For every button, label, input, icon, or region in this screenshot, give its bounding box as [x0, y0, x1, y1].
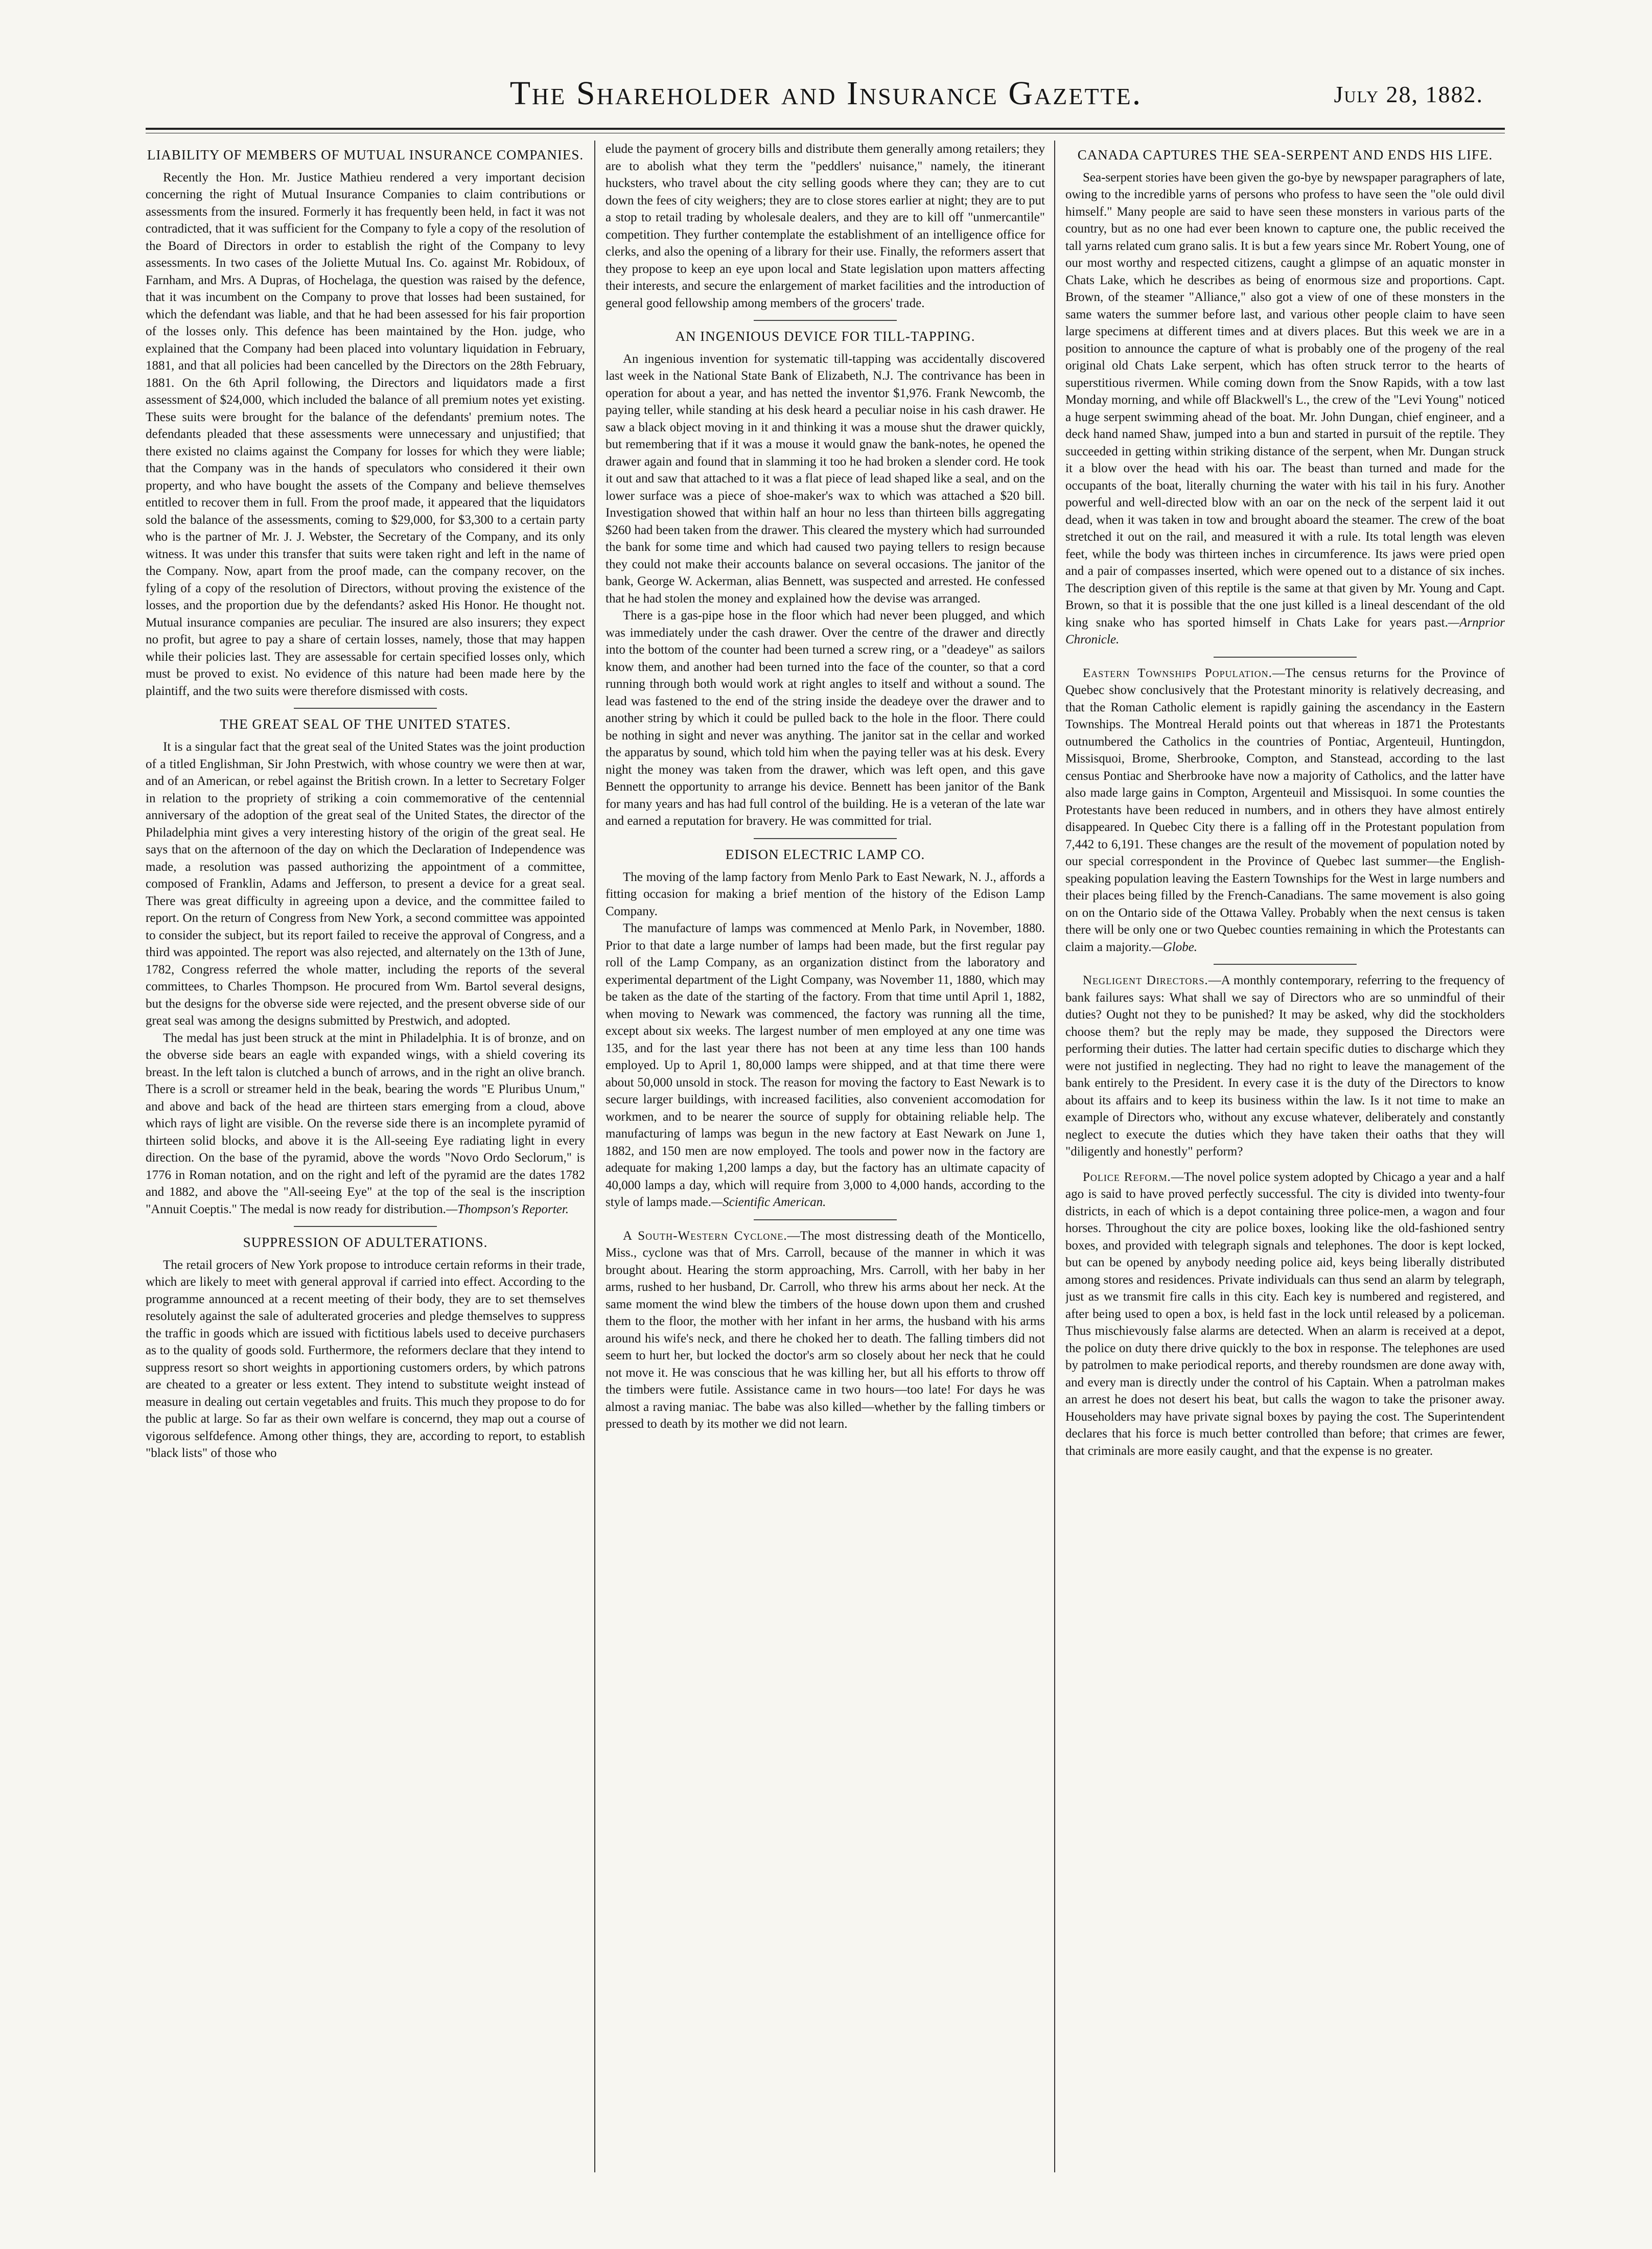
article-headline: SUPPRESSION OF ADULTERATIONS.	[243, 1235, 488, 1250]
column-2	[606, 141, 1045, 2162]
newspaper-title: The Shareholder and Insurance Gazette.	[509, 75, 1143, 112]
paragraph-lead: A South-Western Cyclone.	[623, 1228, 787, 1243]
column-1	[146, 141, 585, 2162]
article-paragraph: It is a singular fact that the great seal of the United States was the joint production of a titled Englishman, Sir John Prestwich, with whose country we were then at war, and of an American, or rebel against the British crown. In a letter to Secretary Folger in relation to the propriety of striking a coin commemorative of the centennial anniversary of the adoption of the great seal of the United States, the director of the Philadelphia mint gives a very interesting history of the origin of the great seal. He says that on the afternoon of the day on which the Declaration of Independence was made, a resolution was passed authorizing the appointment of a committee, composed of Franklin, Adams and Jefferson, to present a device for a great seal. There was great difficulty in agreeing upon a device, and the committee failed to report. On the return of Congress from New York, a second committee was appointed to consider the subject, but its report failed to receive the approval of Congress, and a third was appointed. The report was also rejected, and alternately on the 13th of June, 1782, Congress referred the whole matter, including the reports of the several committees, to Charles Thompson. He procured from Wm. Bartol several designs, but the designs for the obverse side were rejected, and the present obverse side of our great seal was among the designs submitted by Prestwich, and adopted.	[146, 740, 585, 1028]
article-mutual-insurance	[146, 147, 585, 700]
article-edison-lamp	[606, 846, 1045, 1211]
issue-date: July 28, 1882.	[1334, 81, 1483, 107]
column-divider	[1054, 141, 1055, 2172]
article-separator	[754, 320, 897, 321]
paragraph-text: The medal has just been struck at the mint in Philadelphia. It is of bronze, and on the obverse side bears an eagle with expanded wings, with a shield covering its breast. In the left talon is clutched a bunch of arrows, and in the right an olive branch. There is a scroll or streamer held in the beak, bearing the words "E Pluribus Unum," and above and back of the head are thirteen stars emerging from a cloud, above which rays of light are visible. On the reverse side there is an incomplete pyramid of thirteen solid blocks, and above it is the All-seeing Eye radiating light in every direction. On the base of the pyramid, above the words "Novo Ordo Seclorum," is 1776 in Roman notation, and on the right and left of the pyramid are the dates 1782 and 1882, and above the "All-seeing Eye" at the top of the seal is the inscription "Annuit Coeptis." The medal is now ready for distribution.	[146, 1031, 585, 1216]
article-headline: THE GREAT SEAL OF THE UNITED STATES.	[220, 716, 511, 732]
article-paragraph: The retail grocers of New York propose to introduce certain reforms in their trade, which are likely to meet with general approval if carried into effect. According to the programme announced at a recent meeting of their body, they are to set themselves resolutely against the sale of adulterated groceries and pledge themselves to suppress the traffic in goods which are issued with fictitious labels used to deceive purchasers as to the quality of goods sold. Furthermore, the reformers declare that they intend to suppress resort so short weights in apportioning customers orders, by which patrons are cheated to a greater or less extent. They intend to substitute weight instead of measure in dealing out certain vegetables and fruits. This much they propose to do for the public at large. So far as their own welfare is concernd, they map out a course of vigorous selfdefence. Among other things, they are, according to report, to establish "black lists" of those who	[146, 1258, 585, 1460]
article-sea-serpent	[1065, 147, 1505, 648]
article-paragraph	[1065, 1169, 1505, 1460]
article-police-reform	[1065, 1169, 1505, 1460]
article-separator	[754, 838, 897, 839]
paragraph-lead: Police Reform.	[1083, 1170, 1171, 1184]
masthead-rule-thick	[146, 128, 1505, 130]
paragraph-text: —A monthly contemporary, referring to the frequency of bank failures says: What shall we say of Directors who are so unmindful of their duties? Ought not they to be punished? It may be asked, why did the stockholders choose them? but the reply may be made, they supposed the Directors were performing their duties. The latter had certain specific duties to discharge which they were not justified in neglecting. They had no right to leave the management of the bank entirely to the President. In every case it is the duty of the Directors to know about its affairs and to keep its business within the law. Is it not time to make an example of Directors who, without any excuse whatever, deliberately and constantly neglect to execute the duties which they have taken their oaths that they will "diligently and honestly" perform?	[1065, 973, 1505, 1159]
article-paragraph	[1065, 169, 1505, 648]
article-till-tapping	[606, 328, 1045, 830]
article-great-seal	[146, 716, 585, 1218]
article-paragraph	[1065, 665, 1505, 956]
article-adulterations-continued	[606, 141, 1045, 312]
article-cyclone	[606, 1227, 1045, 1433]
column-divider	[594, 141, 595, 2172]
article-separator	[294, 1226, 437, 1227]
paragraph-text: Sea-serpent stories have been given the go-bye by newspaper paragraphers of late, owing to the incredible yarns of persons who profess to have seen the "ole ould divil himself." Many people are said to have seen these monsters in various parts of the country, but as no one had ever been known to capture one, the public received the tall yarns related cum grano salis. It is but a few years since Mr. Robert Young, one of our most worthy and respected citizens, caught a glimpse of an aquatic monster in Chats Lake, which he describes as being of enormous size and proportions. Capt. Brown, of the steamer "Alliance," also got a view of one of these monsters in the same waters the summer before last, and various other people claim to have seen large specimens at different times and at divers places. But this week we are in a position to announce the capture of what is probably one of the progeny of the real original old Chats Lake serpent, which has often struck terror to the hearts of superstitious rivermen. While coming down from the Snow Rapids, with a tow last Monday morning, and while off Blackwell's L., the crew of the "Levi Young" noticed a huge serpent swimming ahead of the boat. Mr. John Dungan, chief engineer, and a deck hand named Shaw, jumped into a bun and started in pursuit of the reptile. They succeeded in getting within striking distance of the serpent, when Mr. Dungan struck it a blow over the head with his oar. The beast than turned and made for the occupants of the boat, literally churning the water with his tail in his fury. Another powerful and well-directed blow with an oar on the neck of the serpent laid it out dead, when it was taken in tow and brought aboard the steamer. The crew of the boat stretched it out on the rail, and measured it with a rule. Its total length was eleven feet, while the body was thirteen inches in circumference. Its jaws were pried open and a pair of compasses inserted, which were opened out to a distance of six inches. The description given of this reptile is the same at that given by Mr. Young and Capt. Brown, so that it is possible that the one just killed is a lineal descendant of the old king snake who has sported himself in Chats Lake for years past.	[1065, 170, 1505, 630]
article-attribution: —Globe.	[1151, 940, 1198, 954]
article-adulterations	[146, 1234, 585, 1462]
article-separator	[1214, 964, 1357, 965]
paragraph-text: —The census returns for the Province of Quebec show conclusively that the Protestant minority is relatively decreasing, and that the Roman Catholic element is rapidly gaining the ascendancy in the Eastern Townships. The Montreal Herald points out that whereas in 1871 the Protestants outnumbered the Catholics in the countries of Pontiac, Argenteuil, Huntingdon, Missisquoi, Brome, Sherbrooke, Compton, and Stanstead, according to the last census Pontiac and Sherbrooke have now a majority of Catholics, and the latter have also made large gains in Compton, Argenteuil and Missisquoi. In some counties the Protestants have been reduced in numbers, and in others they have almost entirely disappeared. In Quebec City there is a falling off in the Protestant population from 7,442 to 6,191. These changes are the result of the movement of population noted by our special correspondent in the Province of Quebec last summer—the English-speaking population leaving the Eastern Townships for the West in large numbers and their places being filled by the French-Canadians. The same movement is also going on on the Ontario side of the Ottawa Valley. Probably when the next census is taken there will be only one or two Quebec counties remaining in which the Protestants can claim a majority.	[1065, 666, 1505, 954]
article-separator	[294, 708, 437, 709]
paragraph-text: The manufacture of lamps was commenced at Menlo Park, in November, 1880. Prior to that date a large number of lamps had been made, but the first regular pay roll of the Lamp Company, as an organization distinct from the laboratory and experimental department of the Light Company, was November 11, 1880, which may be taken as the date of the starting of the factory. From that time until April 1, 1882, when moving to Newark was commenced, the factory was running all the time, except about six weeks. The largest number of men employed at any one time was 135, and for the last year there has not been at any time less than 100 hands employed. Up to April 1, 80,000 lamps were shipped, and at that time there were about 50,000 unsold in stock. The reason for moving the factory to East Newark is to secure larger buildings, with increased facilities, also convenient accomodation for workmen, and to be nearer the source of supply for obtaining reliable help. The manufacturing of lamps was begun in the new factory at East Newark on June 1, 1882, and 150 men are now employed. The tools and power now in the factory are adequate for making 1,200 lamps a day, but the factory has an ultimate capacity of 40,000 lamps a day, which will require from 3,000 to 4,000 hands, according to the style of lamps made.	[606, 921, 1045, 1209]
article-attribution: —Thompson's Reporter.	[446, 1202, 569, 1216]
article-paragraph	[146, 1030, 585, 1218]
article-paragraph: The moving of the lamp factory from Menlo Park to East Newark, N. J., affords a fitting occasion for making a brief mention of the history of the Edison Lamp Company.	[606, 870, 1045, 918]
article-separator	[1214, 657, 1357, 658]
paragraph-lead: Negligent Directors.	[1083, 973, 1208, 988]
article-eastern-townships	[1065, 665, 1505, 956]
article-negligent-directors	[1065, 972, 1505, 1161]
article-headline: CANADA CAPTURES THE SEA-SERPENT AND ENDS HIS LIFE.	[1077, 147, 1493, 163]
article-paragraph	[606, 920, 1045, 1211]
article-paragraph	[606, 1227, 1045, 1433]
article-paragraph: Recently the Hon. Mr. Justice Mathieu rendered a very important decision concerning the right of Mutual Insurance Companies to claim contributions or assessments from the insured. Formerly it has frequently been held, in fact it was not contradicted, that it was sufficient for the Company to fyle a copy of the resolution of the Board of Directors in order to establish the right of the Company to levy assessments. In two cases of the Joliette Mutual Ins. Co. against Mr. Robidoux, of Farnham, and Mrs. A Dupras, of Hochelaga, the question was raised by the defence, that it was incumbent on the Company to prove that losses had been sustained, for which the defendant was liable, and that he had been assessed for his fair proportion of the losses only. This defence has been maintained by the Hon. judge, who explained that the Company had been placed into voluntary liquidation in February, 1881, and that all policies had been cancelled by the Directors on the 28th February, 1881. On the 6th April following, the Directors and liquidators made a first assessment of $24,000, which included the balance of all premium notes yet existing. These suits were brought for the balance of the defendants' premium notes. The defendants pleaded that these assessments were unnecessary and unjustified; that there existed no claims against the Company for losses for which they were liable; that the Company was in the hands of speculators who considered it their own property, and who have bought the assets of the Company and believe themselves entitled to recover them in full. From the proof made, it appeared that the liquidators sold the balance of the assessments, coming to $29,000, for $3,300 to a certain party who is the partner of Mr. J. J. Webster, the Secretary of the Company, and its only witness. It was under this transfer that suits were taken right and left in the name of the Company. Now, apart from the proof made, can the company recover, on the fyling of a copy of the resolution of Directors, without proving the existence of the losses, and the proportion due by the defendants? asked His Honor. He thought not. Mutual insurance companies are peculiar. The insured are also insurers; they expect no profit, but agree to pay a share of certain losses, namely, those that may happen while their policies last. They are assessable for certain specified losses only, which must be proved to exist. No evidence of this nature had been made here by the plaintiff, and the two suits were therefore dismissed with costs.	[146, 170, 585, 698]
column-3	[1065, 141, 1505, 2162]
article-attribution: —Arnprior Chronicle.	[1065, 615, 1505, 647]
article-attribution: —Scientific American.	[711, 1195, 826, 1209]
article-headline: AN INGENIOUS DEVICE FOR TILL-TAPPING.	[675, 329, 975, 344]
article-headline: LIABILITY OF MEMBERS OF MUTUAL INSURANCE COMPANIES.	[147, 147, 584, 163]
article-headline: EDISON ELECTRIC LAMP CO.	[725, 846, 925, 862]
paragraph-text: —The novel police system adopted by Chicago a year and a half ago is said to have proved perfectly successful. The city is divided into twenty-four districts, in each of which is a depot containing three police-men, a wagon and four horses. Throughout the city are police boxes, looking like the old-fashioned sentry boxes, and provided with telegraph signals and telephones. The door is kept locked, but can be opened by anybody needing police aid, keys being liberally distributed among stores and residences. Private individuals can thus send an alarm by telegraph, just as we transmit fire calls in this city. Each key is numbered and registered, and after being used to open a box, is held fast in the lock until released by a policeman. Thus mischievously false alarms are detected. When an alarm is received at a depot, the police on duty there drive quickly to the box in response. The telephones are used by patrolmen to make periodical reports, and thereby roundsmen are done away with, and every man is directly under the control of his Captain. When a patrolman makes an arrest he does not desert his beat, but calls the wagon to take the prisoner away. Householders may have private signal boxes by paying the cost. The Superintendent declares that his force is much better controlled than before; that crimes are fewer, that criminals are more easily caught, and that the expense is no greater.	[1065, 1170, 1505, 1458]
paragraph-lead: Eastern Townships Population.	[1083, 666, 1272, 680]
article-paragraph: elude the payment of grocery bills and distribute them generally among retailers; they are to abolish what they term the "peddlers' nuisance," namely, the itinerant hucksters, who travel about the city selling goods where they can; they are to cut down the fees of city weighers; they are to close stores earlier at night; they are to put a stop to retail trading by wholesale dealers, and they are to kill off "unmercantile" competition. They further contemplate the establishment of an intelligence office for clerks, and also the opening of a library for their use. Finally, the reformers assert that they propose to keep an eye upon local and State legislation upon matters affecting their interests, and secure the enlargement of market facilities and the introduction of general good fellowship among members of the grocers' trade.	[606, 142, 1045, 310]
article-paragraph: An ingenious invention for systematic till-tapping was accidentally discovered last week in the National State Bank of Elizabeth, N.J. The contrivance has been in operation for about a year, and has netted the inventor $1,976. Frank Newcomb, the paying teller, while standing at his desk heard a peculiar noise in his cash drawer. He saw a black object moving in it and thinking it was a mouse shut the drawer quickly, but remembering that if it was a mouse it would gnaw the bank-notes, he opened the drawer again and found that in slamming it too he had broken a slender cord. He took it out and saw that attached to it was a flat piece of lead shaped like a seal, and on the lower surface was a piece of shoe-maker's wax to which was attached a $20 bill. Investigation showed that within half an hour no less than thirteen bills aggregating $260 had been taken from the drawer. This cleared the mystery which had surrounded the bank for some time and which had caused two paying tellers to resign because they could not make their accounts balance on several occasions. The janitor of the bank, George W. Ackerman, alias Bennett, was suspected and arrested. He confessed that he had stolen the money and explained how the devise was arranged.	[606, 352, 1045, 606]
article-paragraph	[1065, 972, 1505, 1161]
article-paragraph: There is a gas-pipe hose in the floor which had never been plugged, and which was immediately under the cash drawer. Over the centre of the drawer and directly into the bottom of the counter had been turned a screw ring, or a "deadeye" as sailors know them, and another had been turned into the face of the counter, so that a cord running through both would work at right angles to itself and without a sound. The lead was fastened to the end of the string inside the deadeye over the drawer and to another string by which it could be pulled back to the hole in the floor. There could be nothing in sight and never was anything. The janitor sat in the cellar and worked the apparatus by sound, which told him when the paying teller was at his desk. Every night the money was taken from the drawer, which was left open, and this gave Bennett the opportunity to arrange his device. Bennett has been janitor of the Bank for many years and has had full control of the building. He is a veteran of the late war and earned a reputation for bravery. He was committed for trial.	[606, 609, 1045, 828]
masthead	[0, 0, 1652, 128]
paragraph-text: —The most distressing death of the Monticello, Miss., cyclone was that of Mrs. Carroll, because of the manner in which it was brought about. Hearing the storm approaching, Mrs. Carroll, with her baby in her arms, rushed to her husband, Dr. Carroll, who threw his arms about her neck. At the same moment the wind blew the timbers of the house down upon them and crushed them to the floor, the mother with her infant in her arms, the husband with his arms around his wife's neck, and there he choked her to death. The falling timbers did not seem to hurt her, but locked the doctor's arm so closely about her neck that he could not move it. He was conscious that he was killing her, but all his efforts to throw off the timbers were futile. Assistance came in two hours—too late! For days he was almost a raving maniac. The babe was also killed—whether by the falling timbers or pressed to death by its mother we did not learn.	[606, 1228, 1045, 1431]
article-separator	[754, 1219, 897, 1220]
